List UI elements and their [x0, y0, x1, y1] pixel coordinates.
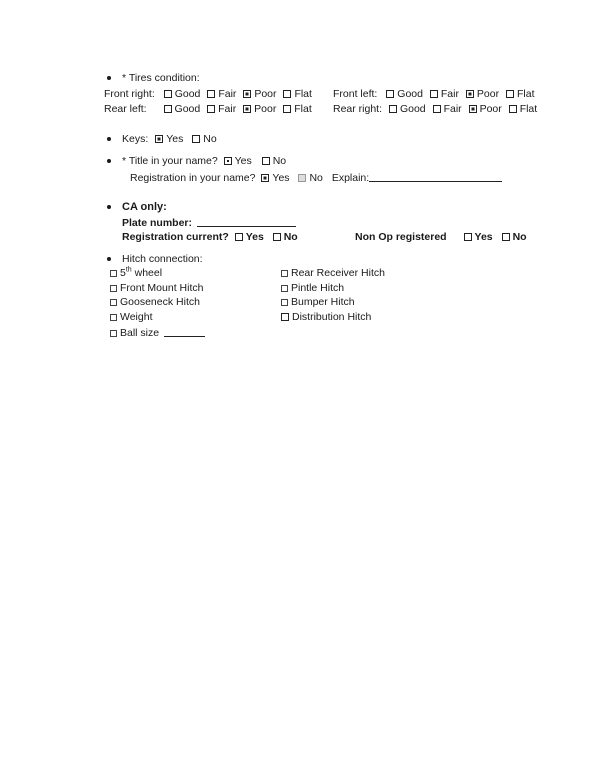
option-label: Distribution Hitch	[292, 311, 372, 323]
option-label: Poor	[254, 88, 277, 100]
tire-label: Front left:	[333, 88, 378, 100]
hitch-option-bumper	[281, 296, 355, 309]
tire-row-rear-left	[104, 103, 316, 116]
option-label: 5th wheel	[120, 266, 163, 279]
checkbox-nonop-no[interactable]	[502, 233, 510, 241]
bullet	[107, 205, 111, 209]
hitch-option-distribution	[281, 311, 371, 324]
option-label: Fair	[218, 88, 237, 100]
hitch-heading: Hitch connection:	[122, 253, 203, 265]
option-label: No	[203, 133, 217, 145]
tire-row-front-left	[333, 88, 539, 101]
bullet	[107, 76, 111, 80]
checkbox-reg-current-no[interactable]	[273, 233, 281, 241]
hitch-option-pintle	[281, 282, 344, 295]
checkbox-poor[interactable]	[466, 90, 474, 98]
option-label: Good	[399, 103, 426, 115]
option-label: Yes	[166, 133, 184, 145]
option-label: No	[512, 231, 527, 243]
title-row	[122, 155, 286, 168]
option-label: Fair	[443, 103, 462, 115]
tire-row-rear-right	[333, 103, 541, 116]
bullet	[107, 159, 111, 163]
option-label: Gooseneck Hitch	[120, 296, 200, 308]
checkbox-good[interactable]	[389, 105, 397, 113]
option-label: Poor	[479, 103, 502, 115]
option-label: Weight	[120, 311, 153, 323]
checkbox-keys-yes[interactable]	[155, 135, 163, 143]
checkbox-distribution-hitch[interactable]	[281, 313, 289, 321]
hitch-option-front-mount	[110, 282, 203, 295]
explain-input[interactable]	[369, 171, 502, 182]
checkbox-5th-wheel[interactable]	[110, 270, 117, 277]
checkbox-ball-size[interactable]	[110, 330, 117, 337]
hitch-option-weight	[110, 311, 153, 324]
hitch-option-gooseneck	[110, 296, 200, 309]
option-label: Pintle Hitch	[291, 282, 345, 294]
tire-label: Rear right:	[333, 103, 383, 115]
option-label: Good	[397, 88, 423, 100]
checkbox-gooseneck-hitch[interactable]	[110, 299, 117, 306]
bullet	[107, 137, 111, 141]
checkbox-poor[interactable]	[243, 105, 251, 113]
checkbox-flat[interactable]	[283, 90, 291, 98]
tire-row-front-right	[104, 88, 316, 101]
reg-current-label: Registration current?	[122, 231, 229, 243]
option-label: Good	[174, 88, 201, 100]
tires-heading: * Tires condition:	[122, 72, 200, 84]
checkbox-good[interactable]	[164, 105, 172, 113]
nonop-label: Non Op registered	[355, 231, 447, 243]
ball-size-input[interactable]	[164, 326, 205, 337]
ca-heading: CA only:	[122, 201, 167, 213]
plate-row	[122, 216, 296, 230]
checkbox-flat[interactable]	[509, 105, 517, 113]
checkbox-fair[interactable]	[207, 90, 215, 98]
option-label: Good	[174, 103, 201, 115]
hitch-option-rear-receiver	[281, 267, 385, 280]
plate-label: Plate number:	[122, 217, 193, 229]
option-label: No	[283, 231, 298, 243]
checkbox-title-no[interactable]	[262, 157, 270, 165]
keys-row	[122, 133, 217, 146]
option-label: Front Mount Hitch	[120, 282, 204, 294]
option-label: Rear Receiver Hitch	[291, 267, 385, 279]
option-label: Fair	[218, 103, 237, 115]
checkbox-fair[interactable]	[430, 90, 438, 98]
checkbox-fair[interactable]	[433, 105, 441, 113]
checkbox-reg-current-yes[interactable]	[235, 233, 243, 241]
checkbox-good[interactable]	[164, 90, 172, 98]
checkbox-front-mount-hitch[interactable]	[110, 285, 117, 292]
registration-label: Registration in your name?	[130, 172, 256, 184]
checkbox-flat[interactable]	[283, 105, 291, 113]
option-label: Flat	[294, 88, 312, 100]
option-label: Ball size	[120, 327, 160, 339]
option-label: Flat	[517, 88, 535, 100]
checkbox-poor[interactable]	[243, 90, 251, 98]
tire-label: Rear left:	[104, 103, 147, 115]
keys-label: Keys:	[122, 133, 149, 145]
hitch-option-ball-size	[110, 326, 205, 340]
checkbox-fair[interactable]	[207, 105, 215, 113]
checkbox-title-yes[interactable]	[224, 157, 232, 165]
checkbox-nonop-yes[interactable]	[464, 233, 472, 241]
checkbox-pintle-hitch[interactable]	[281, 285, 288, 292]
tire-label: Front right:	[104, 88, 155, 100]
reg-current-row	[122, 231, 298, 244]
checkbox-good[interactable]	[386, 90, 394, 98]
title-label: * Title in your name?	[122, 155, 218, 167]
option-label: Yes	[474, 231, 493, 243]
checkbox-flat[interactable]	[506, 90, 514, 98]
option-label: Poor	[476, 88, 500, 100]
option-label: Yes	[272, 172, 290, 184]
option-label: Bumper Hitch	[291, 296, 355, 308]
option-label: Yes	[234, 155, 252, 167]
checkbox-registration-no[interactable]	[298, 174, 306, 182]
explain-label: Explain:	[331, 172, 370, 184]
option-label: No	[309, 172, 323, 184]
option-label: No	[272, 155, 287, 167]
nonop-row	[355, 231, 527, 244]
registration-row	[130, 171, 502, 185]
option-label: Poor	[254, 103, 277, 115]
option-label: Yes	[245, 231, 264, 243]
option-label: Flat	[519, 103, 538, 115]
checkbox-keys-no[interactable]	[192, 135, 200, 143]
checkbox-registration-yes[interactable]	[261, 174, 269, 182]
checkbox-bumper-hitch[interactable]	[281, 299, 288, 306]
hitch-option-5th-wheel	[110, 267, 162, 280]
plate-input[interactable]	[197, 216, 296, 227]
option-label: Fair	[440, 88, 459, 100]
bullet	[107, 257, 111, 261]
checkbox-weight[interactable]	[110, 314, 117, 321]
option-label: Flat	[294, 103, 312, 115]
checkbox-poor[interactable]	[469, 105, 477, 113]
checkbox-rear-receiver-hitch[interactable]	[281, 270, 288, 277]
